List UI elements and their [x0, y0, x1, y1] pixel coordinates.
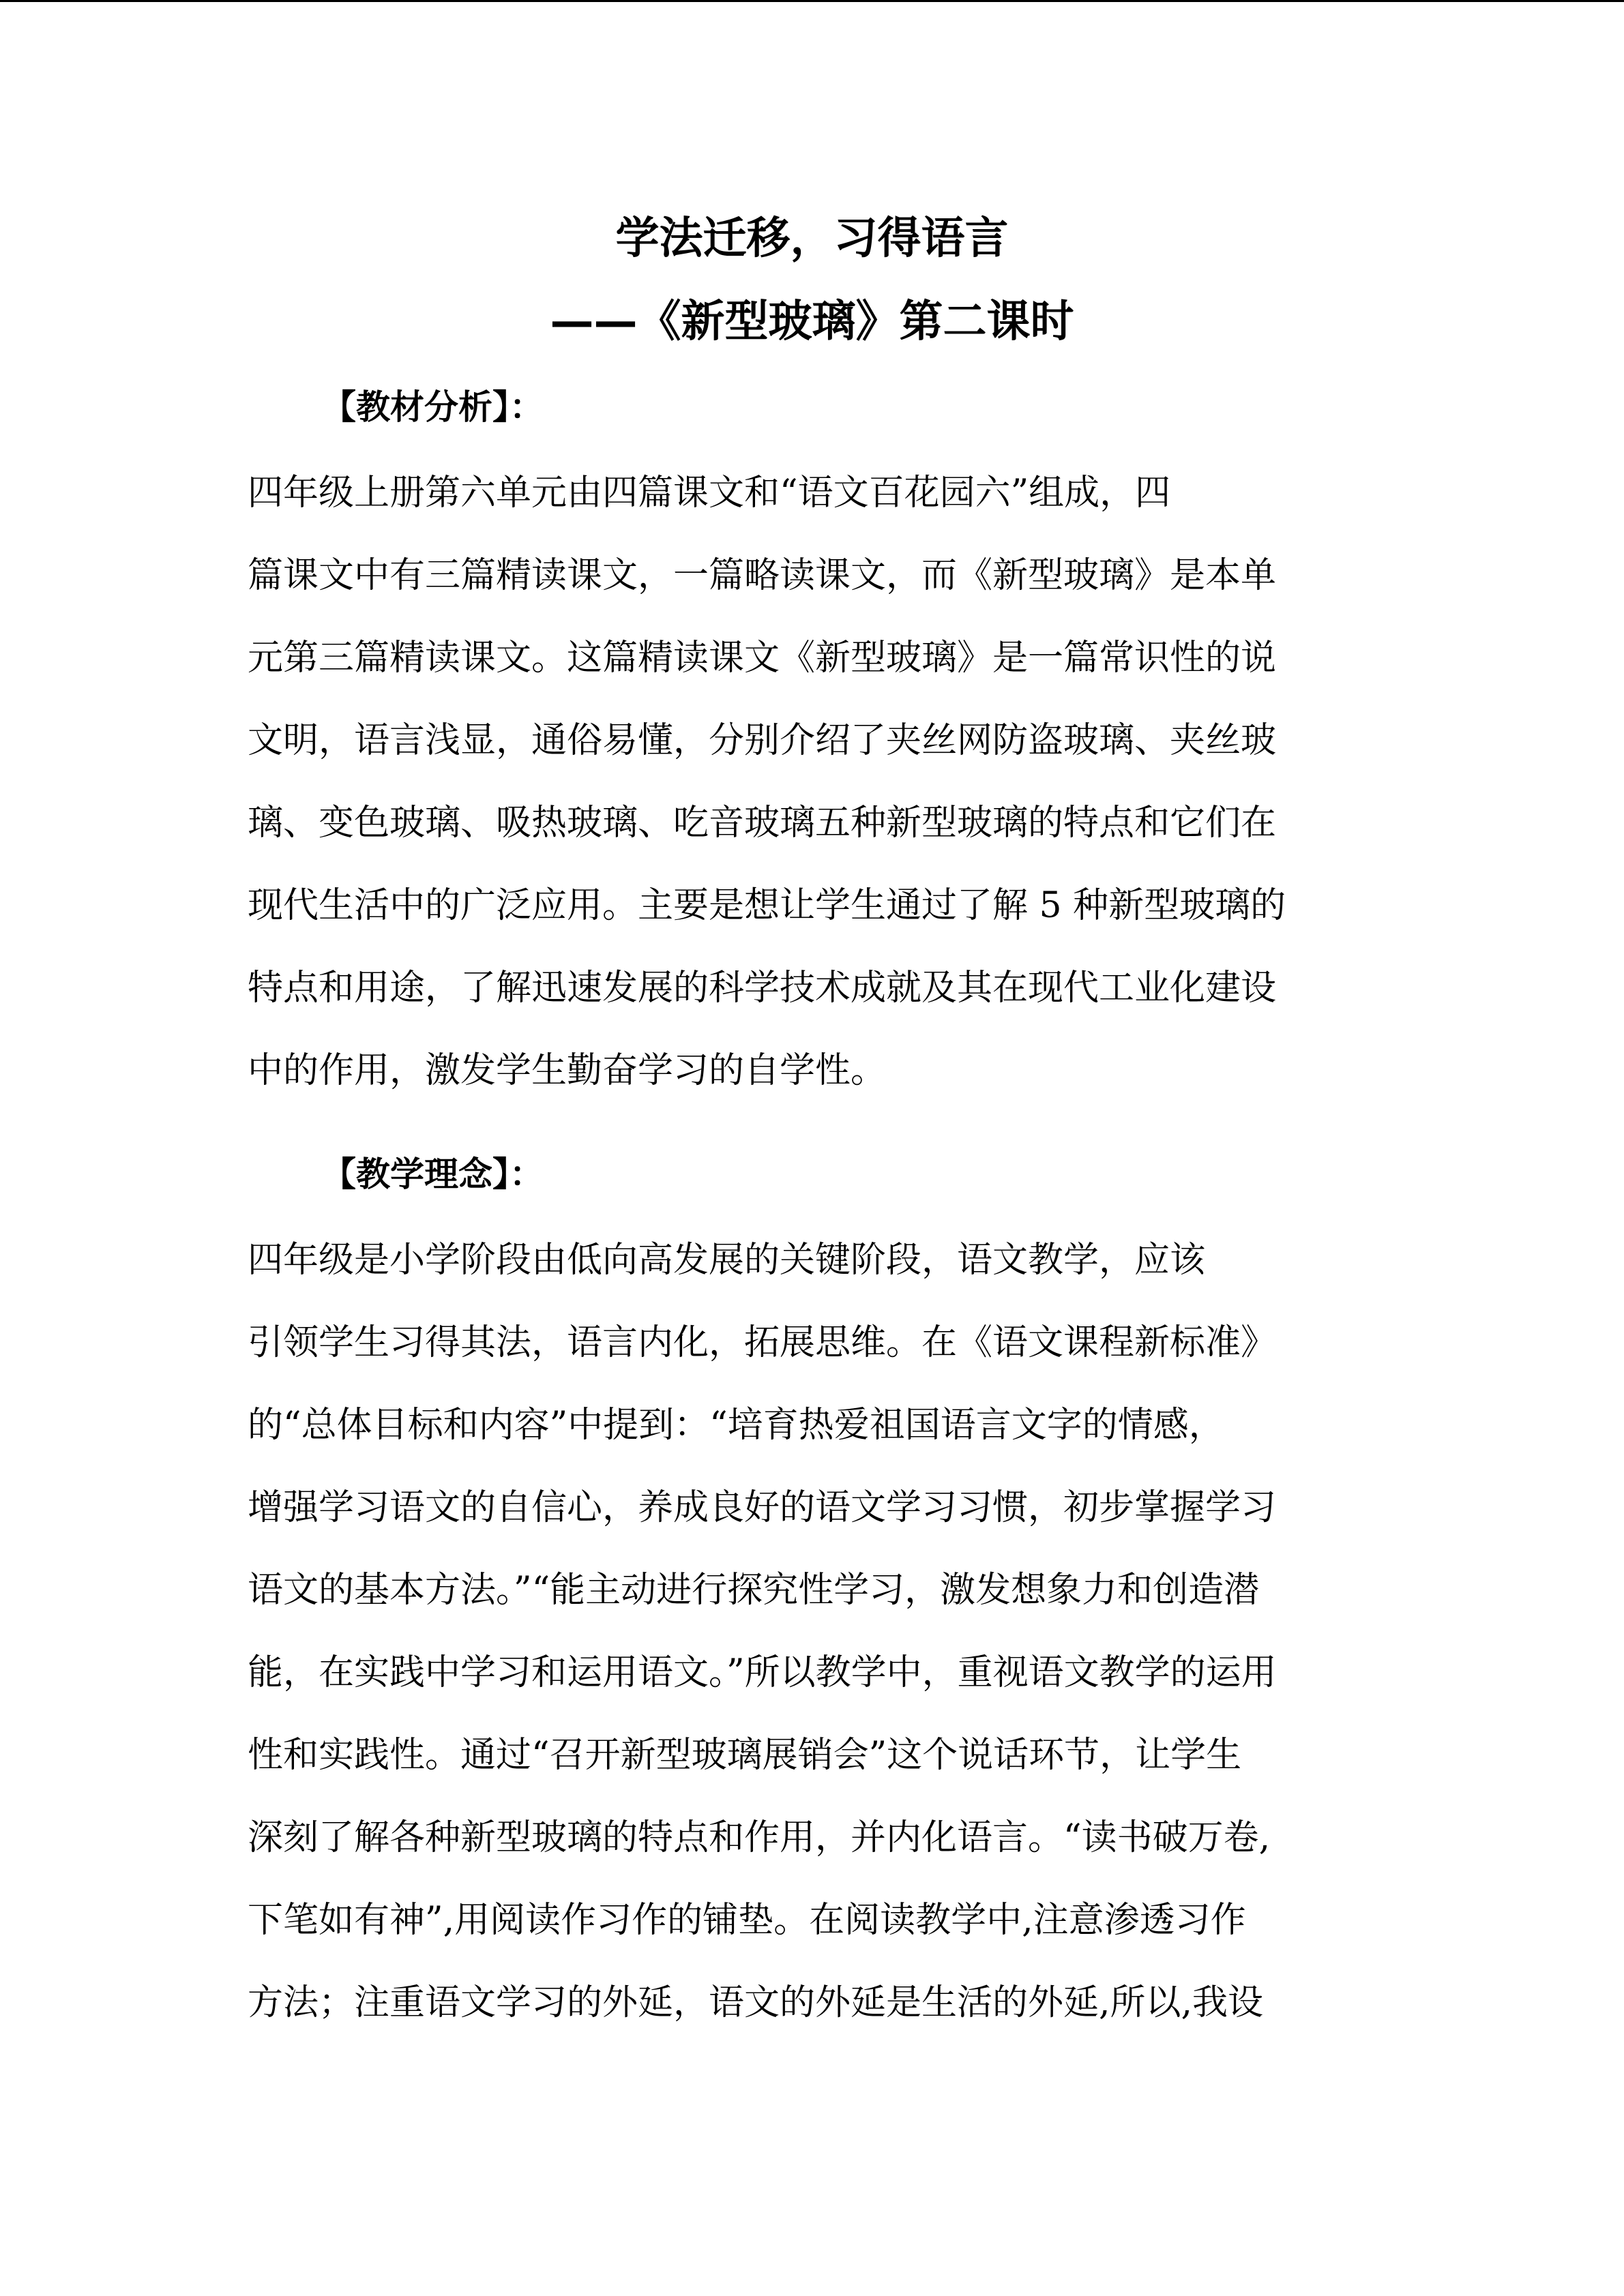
text-line: 性和实践性。通过“召开新型玻璃展销会”这个说话环节，让学生 [248, 1735, 1242, 1776]
text-line: 元第三篇精读课文。这篇精读课文《新型玻璃》是一篇常识性的说 [248, 638, 1277, 679]
section-heading-teaching-philosophy: 【教学理念】： [322, 1154, 544, 1194]
document-subtitle: ——《新型玻璃》第二课时 [550, 297, 1074, 347]
paragraph-teaching-philosophy [248, 1242, 1380, 2023]
text-line: 增强学习语文的自信心，养成良好的语文学习习惯，初步掌握学习 [248, 1487, 1277, 1528]
text-line: 四年级上册第六单元由四篇课文和“语文百花园六”组成，四 [248, 473, 1171, 513]
text-line: 文明，语言浅显，通俗易懂，分别介绍了夹丝网防盗玻璃、夹丝玻 [248, 720, 1277, 761]
text-line: 语文的基本方法。”“能主动进行探究性学习，激发想象力和创造潜 [248, 1570, 1260, 1611]
text-line: 能，在实践中学习和运用语文。”所以教学中，重视语文教学的运用 [248, 1652, 1277, 1693]
text-line: 璃、变色玻璃、吸热玻璃、吃音玻璃五种新型玻璃的特点和它们在 [248, 803, 1277, 844]
text-line: 引领学生习得其法，语言内化，拓展思维。在《语文课程新标准》 [248, 1322, 1277, 1363]
document-title: 学法迁移，习得语言 [615, 213, 1009, 264]
top-border-line [0, 0, 1624, 2]
text-line: 四年级是小学阶段由低向高发展的关键阶段，语文教学，应该 [248, 1240, 1206, 1281]
text-line: 方法；注重语文学习的外延，语文的外延是生活的外延,所以,我设 [248, 1982, 1264, 2023]
text-line: 现代生活中的广泛应用。主要是想让学生通过了解 5 种新型玻璃的 [248, 885, 1286, 926]
text-line: 篇课文中有三篇精读课文，一篇略读课文，而《新型玻璃》是本单 [248, 555, 1277, 596]
text-line: 特点和用途，了解迅速发展的科学技术成就及其在现代工业化建设 [248, 968, 1277, 1009]
section-heading-textbook-analysis: 【教材分析】： [322, 387, 544, 427]
text-line: 深刻了解各种新型玻璃的特点和作用，并内化语言。“读书破万卷, [248, 1817, 1271, 1858]
paragraph-textbook-analysis [248, 475, 1380, 1091]
text-line: 的“总体目标和内容”中提到：“培育热爱祖国语言文字的情感， [248, 1405, 1224, 1446]
text-line: 下笔如有神”,用阅读作习作的铺垫。在阅读教学中,注意渗透习作 [248, 1900, 1246, 1941]
text-line: 中的作用，激发学生勤奋学习的自学性。 [248, 1050, 887, 1091]
